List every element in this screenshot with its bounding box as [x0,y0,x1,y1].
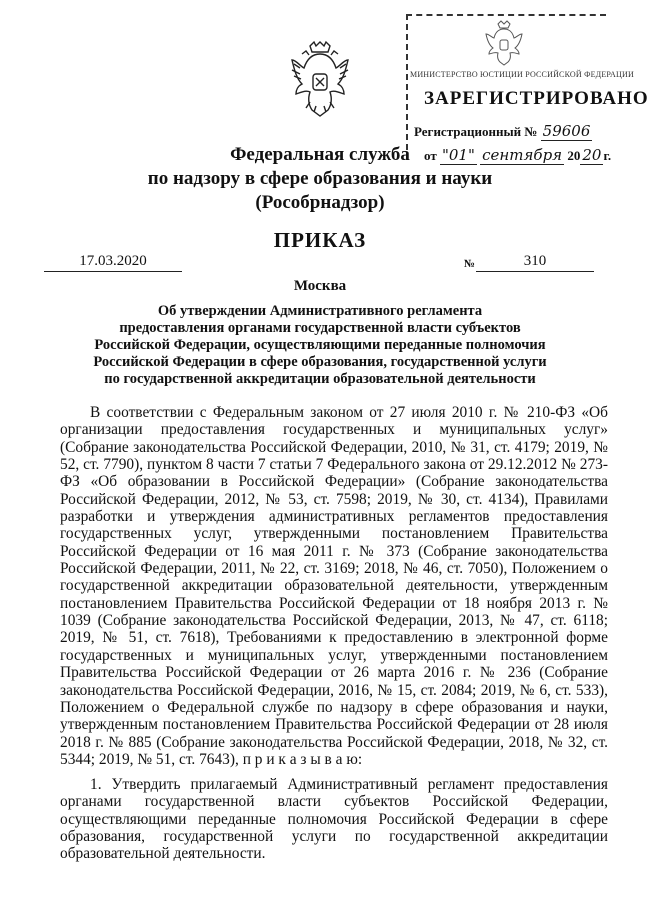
document-type-title: ПРИКАЗ [273,228,367,252]
stamp-title: ЗАРЕГИСТРИРОВАНО [424,88,649,109]
stamp-date-year-handwritten: 20 [582,146,602,164]
stamp-date-day-handwritten: "01" [441,146,475,164]
registration-stamp [406,14,649,164]
order-number: 310 [476,251,594,272]
stamp-date-suffix: г. [603,148,612,163]
agency-name-line3: (Рособрнадзор) [255,192,385,213]
stamp-reg-label: Регистрационный № [414,124,538,139]
order-title-line: Об утверждении Административного регламента [157,303,483,319]
body-paragraph-clause-1 [60,776,608,863]
city-name: Москва [293,278,347,294]
preamble-text: В соответствии с Федеральным законом от 27 июля 2010 г. № 210-ФЗ «Об организации предоставления государственных и муниципальных услуг» (Собрание законодательства Российской Федерации, 2010, № 31, ст. 4179; 2019, № 52, ст. 7790), пунктом 8 части 7 статьи 7 Федерального закона от 29.12.2012 № 273-ФЗ «Об образовании в Российской Федерации» (Собрание законодательства Российской Федерации, 2012, № 53, ст. 7598; 2019, № 30, ст. 4134), Правилами разработки и утверждения административных регламентов предоставления государственных услуг, утвержденными постановлением Правительства Российской Федерации от 16 мая 2011 г. № 373 (Собрание законодательства Российской Федерации, 2011, № 22, ст. 3169; 2018, № 46, ст. 7050), Положением о государственной аккредитации образовательной деятельности, утвержденным постановлением Правительства Российской Федерации от 18 ноября 2013 г. № 1039 (Собрание законодательства Российской Федерации, 2013, № 47, ст. 6118; 2019, № 51, ст. 7618), Требованиями к предоставлению в электронной форме государственных и муниципальных услуг, утвержденными постановлением Правительства Российской Федерации от 26 марта 2016 г. № 236 (Собрание законодательства Российской Федерации, 2016, № 15, ст. 2084; 2019, № 6, ст. 533), Положением о Федеральной службе по надзору в сфере образования и науки, утвержденным постановлением Правительства Российской Федерации от 28 июля 2018 г. № 885 (Собрание законодательства Российской Федерации, 2018, № 32, ст. 5344; 2019, № 51, ст. 7643), п р и к а з ы в а ю: [60,404,608,768]
agency-name-line2: по надзору в сфере образования и науки [147,168,493,189]
stamp-reg-number-handwritten: 59606 [542,122,591,140]
order-title-line: предоставления органами государственной власти субъектов [119,320,521,336]
stamp-emblem-icon [484,20,524,64]
order-title-line: Российской Федерации, осуществляющими переданные полномочия [94,337,546,353]
order-title-line: Российской Федерации в сфере образования, государственной услуги [93,354,547,370]
order-title-line: по государственной аккредитации образовательной деятельности [104,371,536,387]
coat-of-arms-emblem [288,40,352,114]
body-paragraph-preamble [60,404,608,768]
order-number-sign: № [464,258,476,270]
stamp-registration-number [414,122,592,141]
agency-name-line1: Федеральная служба [230,144,410,165]
stamp-date-year: 20 [567,148,581,163]
order-date: 17.03.2020 [44,251,182,272]
stamp-date-month-handwritten: сентября [482,146,563,164]
stamp-ministry-line: МИНИСТЕРСТВО ЮСТИЦИИ РОССИЙСКОЙ ФЕДЕРАЦИИ [410,70,634,79]
stamp-date-prefix: от [424,148,437,163]
order-title [84,303,556,388]
clause-1-text: 1. Утвердить прилагаемый Административный регламент предоставления органами государственной власти субъектов Российской Федерации, осуществляющими переданные полномочия Российской Федерации в сфере образования, государственной услуги по государственной аккредитации образовательной деятельности. [60,776,608,863]
